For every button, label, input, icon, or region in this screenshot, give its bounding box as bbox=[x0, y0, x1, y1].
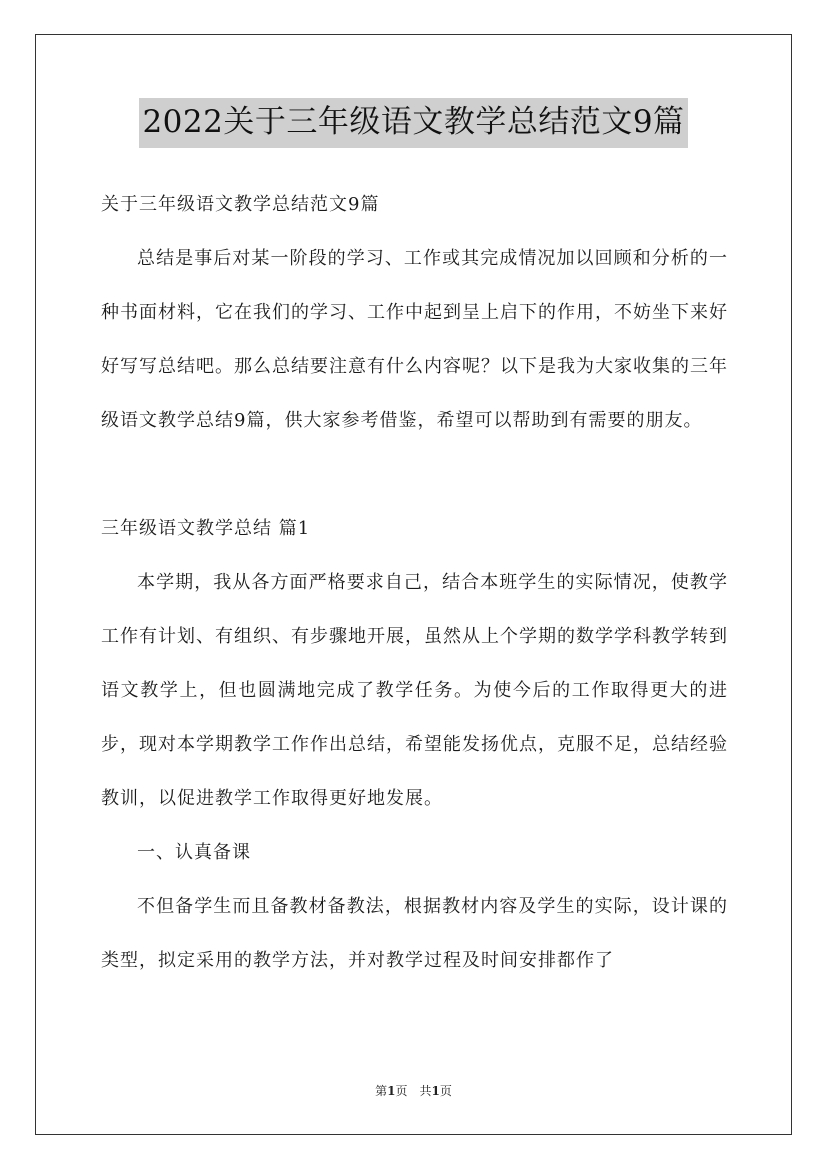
section-heading: 三年级语文教学总结 篇1 bbox=[101, 518, 311, 539]
footer-page-mid: 页 共 bbox=[395, 1084, 432, 1098]
footer-page-number: 1 bbox=[387, 1084, 396, 1098]
document-title-text: 2022关于三年级语文教学总结范文9篇 bbox=[139, 98, 687, 148]
page-footer bbox=[0, 1082, 827, 1099]
document-title bbox=[0, 98, 827, 148]
document-subtitle: 关于三年级语文教学总结范文9篇 bbox=[101, 194, 380, 215]
footer-total-pages: 1 bbox=[431, 1084, 440, 1098]
section-paragraph-2: 不但备学生而且备教材备教法，根据教材内容及学生的实际，设计课的类型，拟定采用的教学方法，并对教学过程及时间安排都作了 bbox=[101, 896, 728, 971]
footer-page-prefix: 第 bbox=[375, 1084, 388, 1098]
intro-paragraph: 总结是事后对某一阶段的学习、工作或其完成情况加以回顾和分析的一种书面材料，它在我们的学习、工作中起到呈上启下的作用，不妨坐下来好好写写总结吧。那么总结要注意有什么内容呢？以下是我为大家收集的三年级语文教学总结9篇，供大家参考借鉴，希望可以帮助到有需要的朋友。 bbox=[101, 248, 728, 431]
footer-page-suffix: 页 bbox=[439, 1084, 452, 1098]
section-paragraph-1: 本学期，我从各方面严格要求自己，结合本班学生的实际情况，使教学工作有计划、有组织、有步骤地开展，虽然从上个学期的数学学科教学转到语文教学上，但也圆满地完成了教学任务。为使今后的工作取得更大的进步，现对本学期教学工作作出总结，希望能发扬优点，克服不足，总结经验教训，以促进教学工作取得更好地发展。 bbox=[101, 572, 728, 809]
subheading: 一、认真备课 bbox=[137, 842, 251, 863]
document-body bbox=[101, 178, 728, 988]
